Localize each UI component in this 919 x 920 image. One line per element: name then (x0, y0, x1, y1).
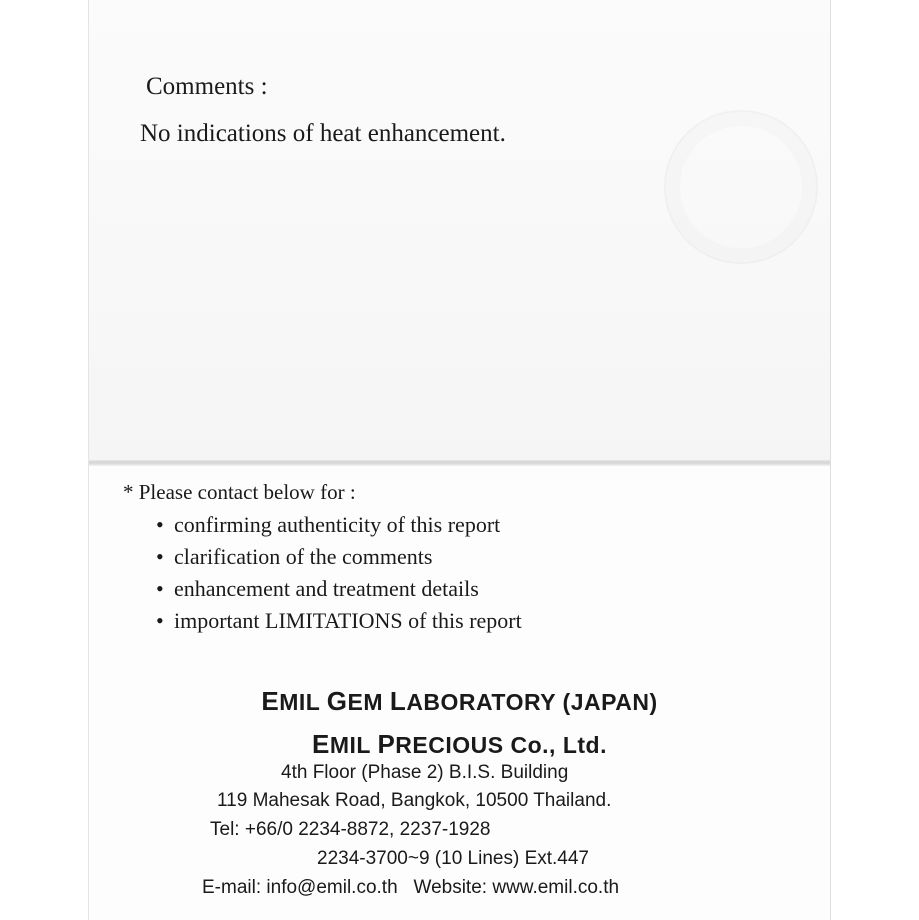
list-item (156, 575, 522, 607)
company-name-precious: EMIL PRECIOUS Co., Ltd. (312, 729, 607, 759)
comments-text: No indications of heat enhancement. (140, 120, 506, 147)
bullet-text: enhancement and treatment details (174, 576, 479, 601)
company-name-lab: EMIL GEM LABORATORY (JAPAN) (261, 686, 658, 716)
bullet-icon: • (156, 576, 164, 601)
website-address: www.emil.co.th (492, 877, 620, 898)
address-line-2: 119 Mahesak Road, Bangkok, 10500 Thailand. (217, 790, 612, 811)
contact-reasons-list (156, 511, 522, 639)
bullet-icon: • (156, 608, 164, 633)
embossed-seal (664, 110, 818, 264)
email-website-line (202, 877, 619, 899)
bullet-text: clarification of the comments (174, 544, 433, 569)
bullet-text: important LIMITATIONS of this report (174, 608, 522, 633)
phone-line-2: 2234-3700~9 (10 Lines) Ext.447 (317, 848, 590, 869)
list-item (156, 511, 522, 543)
comments-label: Comments : (146, 73, 268, 100)
bullet-icon: • (156, 544, 164, 569)
address-line-1: 4th Floor (Phase 2) B.I.S. Building (281, 762, 569, 783)
website-label: Website: (413, 877, 488, 898)
email-label: E-mail: (202, 877, 262, 898)
background-left (0, 0, 88, 920)
list-item (156, 607, 522, 639)
list-item (156, 543, 522, 575)
bullet-icon: • (156, 512, 164, 537)
email-address: info@emil.co.th (266, 877, 398, 898)
contact-intro: * Please contact below for : (123, 480, 356, 504)
bullet-text: confirming authenticity of this report (174, 512, 501, 537)
phone-line-1: Tel: +66/0 2234-8872, 2237-1928 (210, 819, 491, 840)
